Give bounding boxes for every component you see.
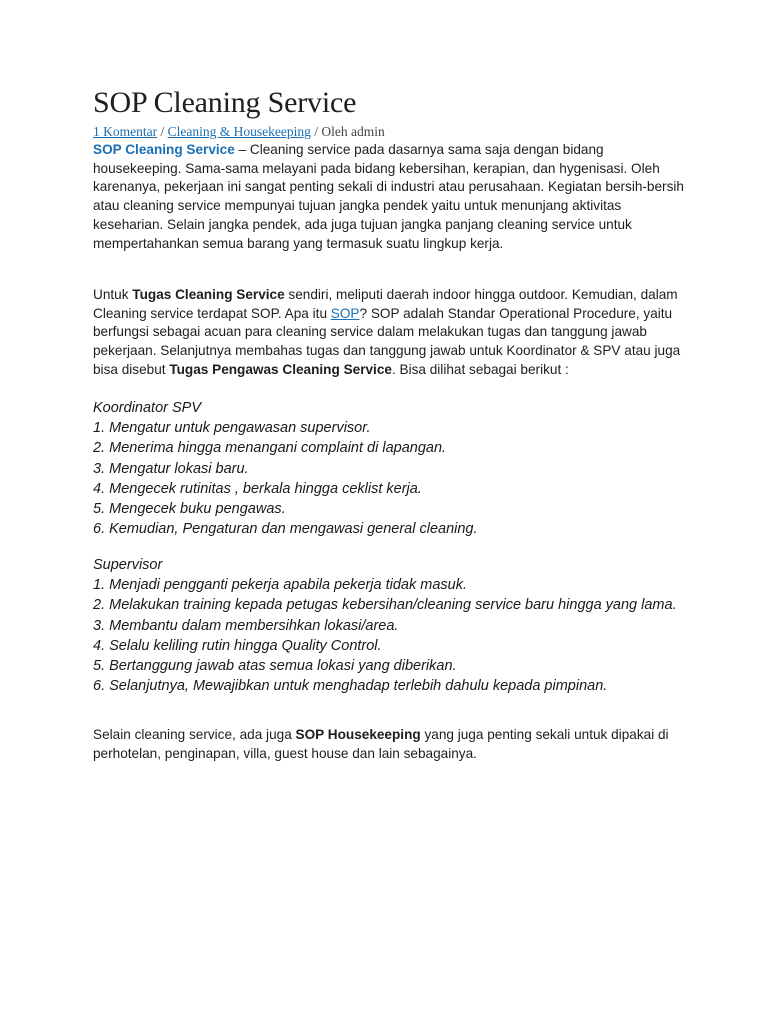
comments-link[interactable]: 1 Komentar: [93, 124, 158, 139]
text-run: Selain cleaning service, ada juga: [93, 727, 296, 742]
category-link[interactable]: Cleaning & Housekeeping: [167, 124, 311, 139]
list-item: 5. Mengecek buku pengawas.: [93, 501, 286, 518]
intro-lead: SOP Cleaning Service: [93, 142, 235, 157]
koordinator-section: [93, 398, 693, 539]
text-run: ? SOP adalah Standar Operational Procedure, yaitu berfungsi sebagai acuan para cleaning service dalam melakukan tugas dan tanggung jawab pekerjaan. Selanjutnya membahas tugas dan tanggung jawab untuk Koordinator & SPV atau juga bisa disebut: [93, 305, 681, 377]
list-item: 4. Mengecek rutinitas , berkala hingga ceklist kerja.: [93, 480, 422, 497]
section-heading: Supervisor: [93, 557, 163, 573]
closing-paragraph: [93, 726, 693, 763]
author-label: Oleh admin: [321, 124, 385, 139]
text-run: yang juga penting sekali untuk dipakai di perhotelan, penginapan, villa, guest house dan lain sebagainya.: [93, 727, 669, 761]
list-item: 4. Selalu keliling rutin hingga Quality Control.: [93, 637, 382, 654]
intro-text: – Cleaning service pada dasarnya sama saja dengan bidang housekeeping. Sama-sama melayani pada bidang kebersihan, kerapian, dan hygenisasi. Oleh karenanya, pekerjaan ini sangat penting sekali di industri atau perusahaan. Kegiatan bersih-bersih atau cleaning service mempunyai tujuan jangka pendek yaitu untuk menunjang aktivitas keseharian. Selain jangka pendek, ada juga tujuan jangka panjang cleaning service untuk mempertahankan semua barang yang termasuk suatu lingkup kerja.: [93, 142, 684, 251]
sop-link[interactable]: SOP: [330, 305, 360, 321]
list-item: 5. Bertanggung jawab atas semua lokasi yang diberikan.: [93, 658, 457, 675]
bold-term: Tugas Cleaning Service: [132, 287, 285, 302]
list-item: 2. Melakukan training kepada petugas kebersihan/cleaning service baru hingga yang lama.: [93, 597, 677, 614]
bold-term: Tugas Pengawas Cleaning Service: [169, 361, 392, 377]
list-item: 1. Menjadi pengganti pekerja apabila pekerja tidak masuk.: [93, 577, 468, 594]
list-item: 1. Mengatur untuk pengawasan supervisor.: [93, 420, 371, 437]
list-item: 6. Kemudian, Pengaturan dan mengawasi general cleaning.: [93, 521, 478, 538]
meta-separator: /: [157, 124, 168, 139]
post-meta: [93, 124, 385, 140]
page-title: SOP Cleaning Service: [93, 86, 357, 119]
list-item: 6. Selanjutnya, Mewajibkan untuk menghadap terlebih dahulu kepada pimpinan.: [93, 678, 608, 695]
sop-paragraph: [93, 286, 693, 380]
section-heading: Koordinator SPV: [93, 400, 202, 416]
supervisor-section: [93, 555, 693, 696]
text-run: . Bisa dilihat sebagai berikut :: [391, 361, 569, 377]
meta-separator: /: [310, 124, 322, 139]
list-item: 3. Mengatur lokasi baru.: [93, 460, 249, 477]
list-item: 2. Menerima hingga menangani complaint di lapangan.: [93, 440, 447, 457]
text-run: sendiri, meliputi daerah indoor hingga outdoor. Kemudian, dalam Cleaning service terdapat SOP. Apa itu: [93, 287, 678, 321]
intro-paragraph: [93, 141, 693, 253]
bold-term: SOP Housekeeping: [295, 727, 421, 742]
list-item: 3. Membantu dalam membersihkan lokasi/area.: [93, 617, 399, 634]
text-run: Untuk: [93, 287, 133, 302]
